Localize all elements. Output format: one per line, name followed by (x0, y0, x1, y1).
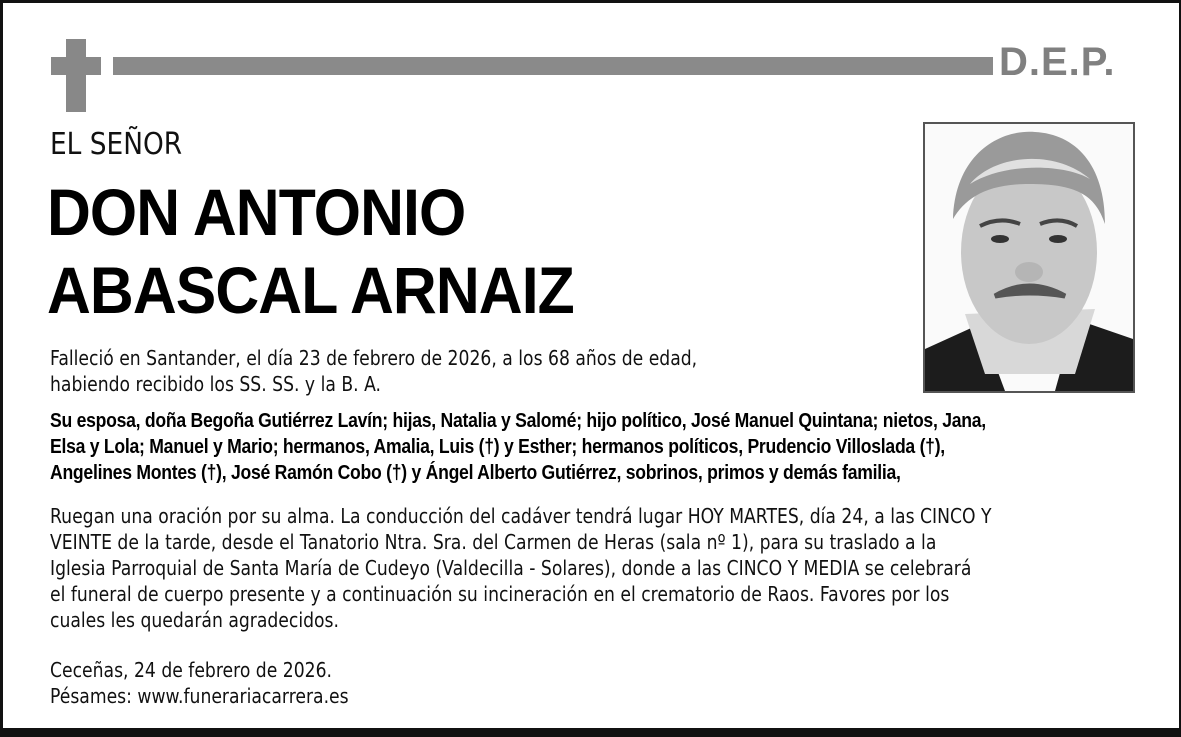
place-date: Ceceñas, 24 de febrero de 2026. (50, 658, 333, 682)
family-list (50, 408, 986, 486)
condolences-link[interactable]: Pésames: www.funerariacarrera.es (50, 684, 349, 708)
name-line-1: DON ANTONIO (47, 175, 466, 249)
deceased-name (47, 173, 574, 329)
family-line: Elsa y Lola; Manuel y Mario; hermanos, Amalia, Luis (†) y Esther; hermanos políticos, Prudencio Villoslada (†), (50, 436, 945, 458)
service-line: cuales les quedarán agradecidos. (50, 608, 340, 632)
service-line: el funeral de cuerpo presente y a continuación su incineración en el crematorio de Raos. Favores por los (50, 582, 950, 606)
dep-label: D.E.P. (999, 40, 1116, 84)
family-line: Angelines Montes (†), José Ramón Cobo (†) y Ángel Alberto Gutiérrez, sobrinos, primos y demás familia, (50, 462, 901, 484)
death-notice-line: habiendo recibido los SS. SS. y la B. A. (50, 372, 382, 396)
cross-icon-bar (51, 57, 101, 75)
footer (50, 657, 349, 709)
title-prefix: EL SEÑOR (50, 127, 183, 162)
name-line-2: ABASCAL ARNAIZ (47, 253, 574, 327)
service-line: Ruegan una oración por su alma. La conducción del cadáver tendrá lugar HOY MARTES, día 24, a las CINCO Y (50, 504, 992, 528)
service-line: VEINTE de la tarde, desde el Tanatorio Ntra. Sra. del Carmen de Heras (sala nº 1), para su traslado a la (50, 530, 937, 554)
portrait-photo (923, 122, 1135, 393)
service-line: Iglesia Parroquial de Santa María de Cudeyo (Valdecilla - Solares), donde a las CINCO Y MEDIA se celebrará (50, 556, 972, 580)
service-details (50, 503, 991, 633)
death-notice (50, 345, 697, 397)
header-rule (113, 57, 993, 75)
death-notice-line: Falleció en Santander, el día 23 de febrero de 2026, a los 68 años de edad, (50, 346, 698, 370)
family-line: Su esposa, doña Begoña Gutiérrez Lavín; hijas, Natalia y Salomé; hijo político, José Manuel Quintana; nietos, Jana, (50, 410, 986, 432)
cross-icon (66, 39, 86, 112)
portrait-image (925, 124, 1133, 391)
